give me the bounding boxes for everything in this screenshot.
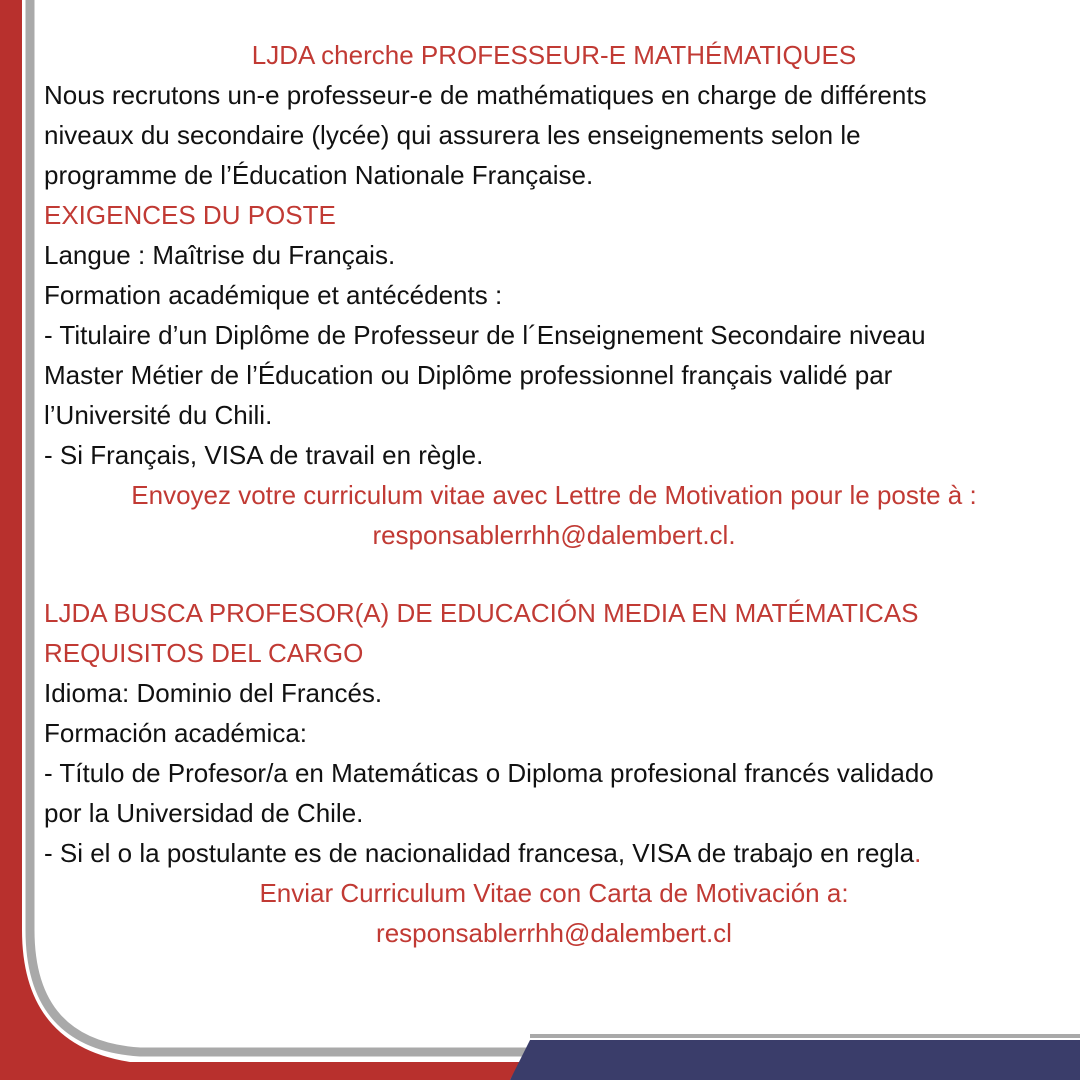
fr-language: Langue : Maîtrise du Français. (44, 240, 396, 270)
es-visa-period: . (914, 838, 922, 868)
es-diploma-line-2: por la Universidad de Chile. (44, 798, 364, 828)
es-diploma-line-1: - Título de Profesor/a en Matemáticas o Diploma profesional francés validado (44, 758, 934, 788)
fr-diploma-line-2: Master Métier de l’Éducation ou Diplôme professionnel français validé par (44, 360, 893, 390)
es-training-label: Formación académica: (44, 718, 307, 748)
es-email: responsablerrhh@dalembert.cl (376, 918, 732, 948)
post-text (44, 35, 1064, 953)
es-title: LJDA BUSCA PROFESOR(A) DE EDUCACIÓN MEDIA EN MATÉMATICAS (44, 598, 919, 628)
fr-diploma-line-1: - Titulaire d’un Diplôme de Professeur de l´Enseignement Secondaire niveau (44, 320, 926, 350)
fr-requirements-heading: EXIGENCES DU POSTE (44, 200, 336, 230)
fr-intro-line-2: niveaux du secondaire (lycée) qui assurera les enseignements selon le (44, 120, 861, 150)
section-spacer (44, 555, 1064, 593)
fr-visa: - Si Français, VISA de travail en règle. (44, 440, 484, 470)
fr-title: LJDA cherche PROFESSEUR-E MATHÉMATIQUES (251, 40, 857, 70)
es-send-cv: Enviar Curriculum Vitae con Carta de Motivación a: (259, 878, 849, 908)
es-requirements-heading: REQUISITOS DEL CARGO (44, 638, 364, 668)
es-language: Idioma: Dominio del Francés. (44, 678, 383, 708)
fr-email: responsablerrhh@dalembert.cl. (372, 520, 736, 550)
left-red-bar (0, 0, 22, 1080)
fr-intro-line-1: Nous recrutons un-e professeur-e de mathématiques en charge de différents (44, 80, 927, 110)
fr-send-cv: Envoyez votre curriculum vitae avec Lettre de Motivation pour le poste à : (131, 480, 977, 510)
fr-training-label: Formation académique et antécédents : (44, 280, 503, 310)
es-visa-line (44, 833, 1064, 873)
bottom-navy-band (510, 1040, 1080, 1080)
fr-diploma-line-3: l’Université du Chili. (44, 400, 273, 430)
es-visa: - Si el o la postulante es de nacionalidad francesa, VISA de trabajo en regla (44, 838, 915, 868)
fr-intro-line-3: programme de l’Éducation Nationale Française. (44, 160, 594, 190)
